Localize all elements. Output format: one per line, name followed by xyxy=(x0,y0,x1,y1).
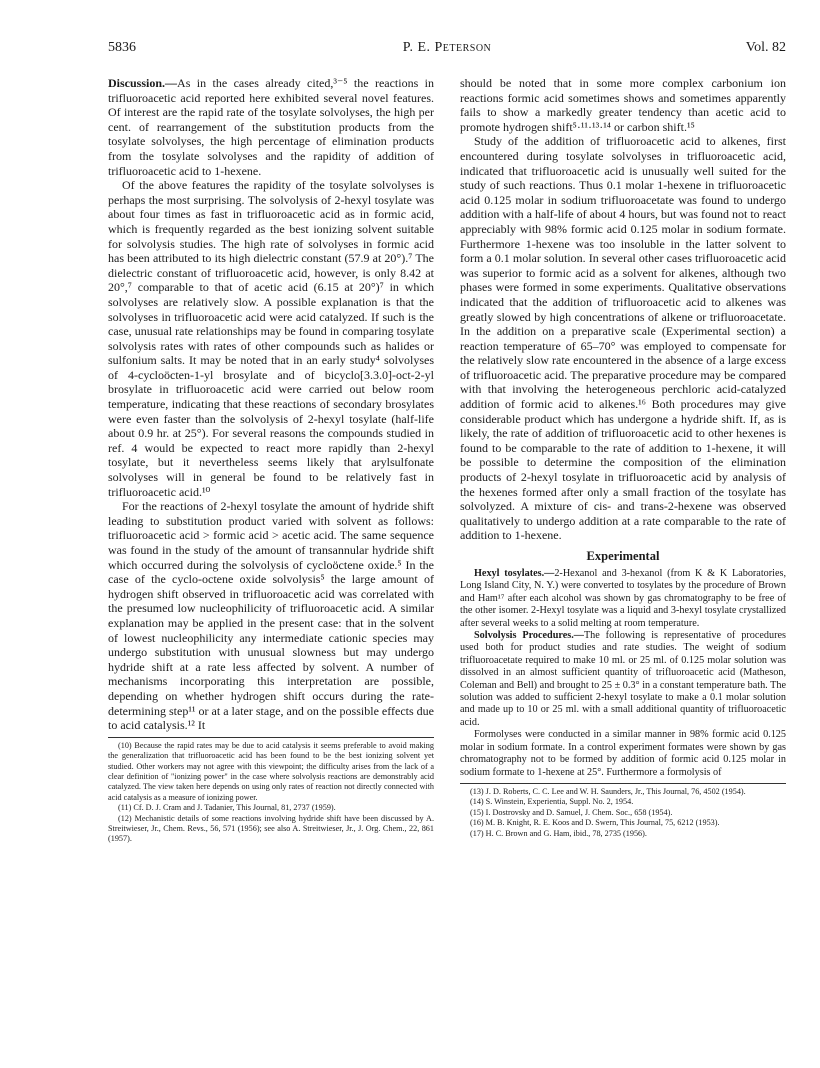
page-header xyxy=(108,40,786,62)
running-author: P. E. Peterson xyxy=(402,40,492,55)
left-column xyxy=(108,76,434,845)
body-paragraph xyxy=(108,178,434,499)
subsection-heading: Solvolysis Procedures.— xyxy=(474,630,584,642)
footnote: (11) Cf. D. J. Cram and J. Tadanier, This Journal, 81, 2737 (1959). xyxy=(118,803,336,813)
page-number: 5836 xyxy=(108,40,136,55)
footnote: (15) I. Dostrovsky and D. Samuel, J. Chem. Soc., 658 (1954). xyxy=(470,807,673,817)
volume-label: Vol. 82 xyxy=(745,40,786,55)
footnote: (10) Because the rapid rates may be due to acid catalysis it seems preferable to avoid making the generalization that trifluoroacetic acid has been found to be the best ionizing solvent yet studied. Other workers may not agree with this viewpoint; the difficulty arises from the lack of a clear definition of "ionizing power" in the case where solvolysis reactions are demonstrably acid catalyzed. The view taken here depends on using only rates of reaction not directly connected with acid catalysis as a measure of ionizing power. xyxy=(108,740,434,802)
paragraph-text: should be noted that in some more complex carbonium ion reactions formic acid sometimes shows and sometimes apparently fails to show a markedly greater tendency than acetic acid to promote hydrogen shift⁵·¹¹·¹³·¹⁴ or carbon shift.¹⁵ xyxy=(460,76,786,134)
paragraph-text: Study of the addition of trifluoroacetic acid to alkenes, first encountered during tosylate solvolyses in trifluoroacetic acid, indicated that trifluoroacetic acid is unusually well suited for the study of such reactions. Thus 0.1 molar 1-hexene in trifluoroacetic acid 0.125 molar in sodium trifluoroacetate was found to undergo addition with a half-life of about 4 hours, but was found not to react appreciably with 98% formic acid 0.125 molar in sodium formate. Furthermore 1-hexene was too insoluble in the latter solvent to form a 0.1 molar solution. In several other cases trifluoroacetic acid was superior to formic acid as a solvent for alkenes, although two phases were formed in some experiments. Qualitative observations indicated that the addition of trifluoroacetic acid to alkenes was greatly slowed by high concentrations of alkene or trifluoroacetate. In the addition on a preparative scale (Experimental section) a reaction temperature of 65–70° was employed to compensate for the relatively slow rate encountered in the absence of a large excess of trifluoroacetic acid. The preparative procedure may be compared with that involving the heterogeneous perchloric acid-catalyzed addition of formic acid to alkenes.¹⁶ Both procedures may give considerable product which has undergone a hydride shift. If, as is likely, the rate of addition of trifluoroacetic acid to other hexenes is found to be comparable to the rate of addition to 1-hexene, it will be possible to determine the composition of the elimination products of 2-hexyl tosylate in trifluoroacetic acid by analysis of the hexenes formed after only a small fraction of the tosylate has solvolyzed. A mixture of cis- and trans-2-hexene was observed qualitatively to undergo addition at a rate comparable to the rate of addition to 1-hexene. xyxy=(460,134,786,543)
experimental-paragraph xyxy=(460,630,786,729)
right-body-text xyxy=(460,76,786,543)
paragraph-text: The following is representative of procedures used both for product studies and rate studies. The weight of sodium trifluoroacetate required to make 10 ml. or 25 ml. of 0.125 molar solution was dissolved in an almost sufficient quantity of trifluoroacetic acid (Matheson, Coleman and Bell) and brought to 25 ± 0.3° in a constant temperature bath. The solution was added to sufficient 2-hexyl tosylate to make a 0.1 molar solution and made up to 10 or 25 ml. with a small additional quantity of trifluoroacetic acid. xyxy=(460,630,786,728)
right-column xyxy=(460,76,786,845)
paragraph-text: Of the above features the rapidity of the tosylate solvolyses is perhaps the most surprising. The solvolysis of 2-hexyl tosylate was about four times as fast in trifluoroacetic acid as in formic acid, which is frequently regarded as the best ionizing solvent suitable for solvolysis studies. The high rate of solvolyses in formic acid has been attributed to its high dielectric constant (57.9 at 20°).⁷ The dielectric constant of trifluoroacetic acid, however, is only 8.42 at 20°,⁷ comparable to that of acetic acid (6.15 at 20°)⁷ in which solvolyses are relatively slow. A possible explanation is that the solvolyses in trifluoroacetic acid were acid catalyzed. If such is the case, unusual rate relationships may be found in comparing tosylate solvolysis rates with rates of other compounds such as halides or sulfonium salts. It may be noted that in an early study⁴ solvolyses of 4-cycloöcten-1-yl brosylate and of bicyclo[3.3.0]-oct-2-yl brosylate in trifluoroacetic acid were carried out below room temperature, indicating that these reactions of secondary brosylates were even faster than the solvolysis of 2-hexyl tosylate (half-life about 0.9 hr. at 25°). For several reasons the compounds studied in ref. 4 would be expected to react more rapidly than 2-hexyl tosylate, but it nevertheless seems likely that arylsulfonate solvolyses will in general be found to be relatively fast in trifluoroacetic acid.¹⁰ xyxy=(108,178,434,499)
subsection-heading: Hexyl tosylates.— xyxy=(474,568,555,579)
two-column-body xyxy=(108,76,786,845)
paragraph-text: As in the cases already cited,³⁻⁵ the reactions in trifluoroacetic acid reported here exhibited several novel features. Of interest are the rapid rate of the tosylate solvolyses, the high per cent. of rearrangement of the substitution products from the tosylate solvolyses, the high percentage of elimination products from the tosylate solvolyses and the rapidity of addition of trifluoroacetic acid to 1-hexene. xyxy=(108,76,434,178)
right-footnotes xyxy=(460,783,786,839)
discussion-heading: Discussion.— xyxy=(108,76,178,90)
footnote: (13) J. D. Roberts, C. C. Lee and W. H. Saunders, Jr., This Journal, 76, 4502 (1954). xyxy=(470,786,746,796)
paragraph-text: 2-Hexanol and 3-hexanol (from K & K Laboratories, Long Island City, N. Y.) were converted to tosylates by the procedure of Brown and Ham¹⁷ after each alcohol was shown by gas chromatography to be free of the other isomer. 2-Hexyl tosylate was a liquid and 3-hexyl tosylate crystallized after several weeks to a solid melting at room temperature. xyxy=(460,568,787,629)
discussion-paragraph xyxy=(108,76,434,178)
left-footnotes xyxy=(108,737,434,845)
experimental-paragraph xyxy=(460,568,786,630)
footnote: (16) M. B. Knight, R. E. Koos and D. Swern, This Journal, 75, 6212 (1953). xyxy=(470,818,720,828)
body-paragraph xyxy=(108,499,434,733)
footnote: (12) Mechanistic details of some reactions involving hydride shift have been discussed by A. Streitwieser, Jr., Chem. Revs., 56, 571 (1956); see also A. Streitwieser, Jr., J. Org. Chem., 22, 861 (1957). xyxy=(108,813,434,844)
experimental-text xyxy=(460,568,786,779)
footnote: (17) H. C. Brown and G. Ham, ibid., 78, 2735 (1956). xyxy=(470,828,647,838)
section-title-experimental: Experimental xyxy=(586,549,660,563)
body-paragraph xyxy=(460,134,786,543)
body-paragraph xyxy=(460,76,786,134)
left-body-text xyxy=(108,76,434,733)
paragraph-text: For the reactions of 2-hexyl tosylate the amount of hydride shift leading to substitution product varied with solvent as follows: trifluoroacetic acid > formic acid > acetic acid. The same sequence was found in the study of the amount of transannular hydride shift which occurred during the solvolysis of cycloöctene oxide.⁵ In the case of the cyclo-octene oxide solvolysis⁵ the large amount of hydrogen shift observed in trifluoroacetic acid was correlated with the presumed low nucleophilicity of trifluoroacetic acid. A similar explanation may be applied in the present case: that in the solvent of lowest nucleophilicity any intermediate cationic species may undergo substitution with unusual slowness but may undergo hydride shift at a rate less affected by solvent. A number of mechanisms incorporating this interpretation are possible, depending on whether hydrogen shift occurs during the rate-determining step¹¹ or at a later stage, and on the possible effects due to acid catalysis.¹² It xyxy=(108,499,434,733)
experimental-paragraph xyxy=(460,729,786,779)
footnote: (14) S. Winstein, Experientia, Suppl. No. 2, 1954. xyxy=(470,797,634,807)
paragraph-text: Formolyses were conducted in a similar manner in 98% formic acid 0.125 molar in sodium formate. In a control experiment formates were shown by gas chromatography not to be formed by addition of formic acid 0.125 molar in sodium formate to 1-hexene at 25°. Furthermore a formolysis of xyxy=(460,729,786,778)
